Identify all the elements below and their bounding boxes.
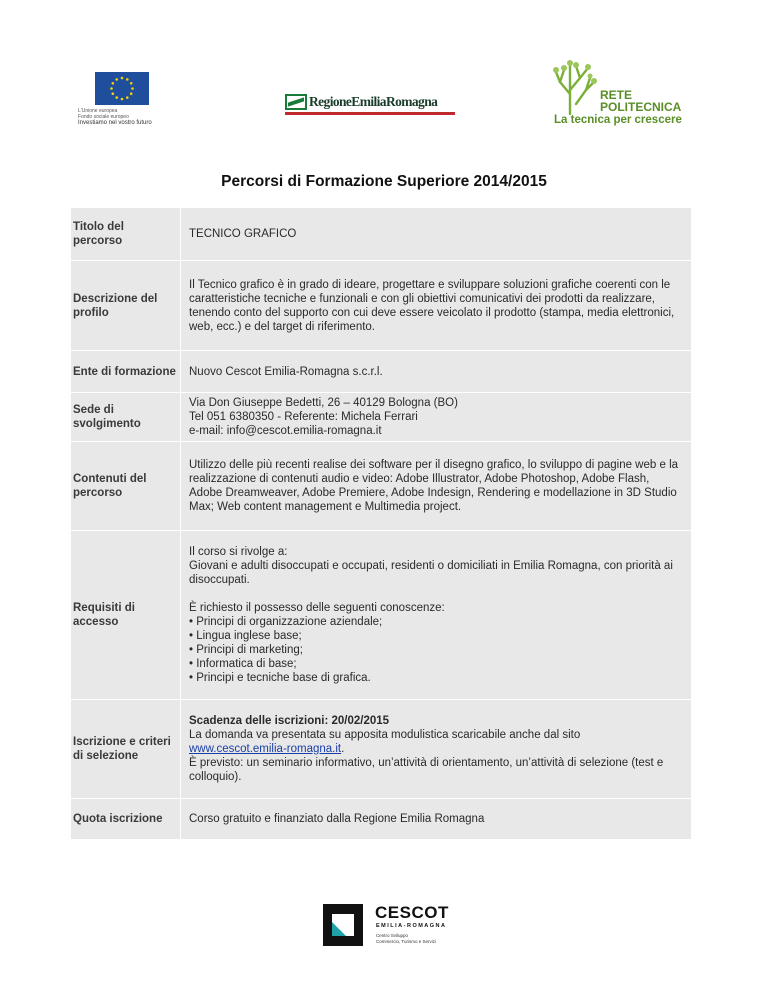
table-row-descrizione bbox=[71, 261, 691, 350]
cescot-logo bbox=[323, 904, 448, 948]
eu-logo-line1: L'Unione europea bbox=[78, 108, 118, 114]
sede-address: Via Don Giuseppe Bedetti, 26 – 40129 Bologna (BO) bbox=[189, 397, 458, 409]
label-ente: Ente di formazione bbox=[71, 351, 180, 392]
cescot-logo-sub1: Centro Sviluppo bbox=[376, 933, 409, 938]
list-item: • Lingua inglese base; bbox=[189, 630, 302, 642]
requisiti-knowledge-intro: È richiesto il possesso delle seguenti conoscenze: bbox=[189, 602, 445, 614]
label-contenuti: Contenuti del percorso bbox=[71, 442, 180, 530]
value-requisiti bbox=[181, 531, 691, 699]
eu-flag-icon bbox=[95, 72, 149, 105]
rete-logo-tagline: La tecnica per crescere bbox=[554, 114, 682, 126]
value-quota: Corso gratuito e finanziato dalla Regione Emilia Romagna bbox=[181, 799, 691, 839]
label-sede: Sede di svolgimento bbox=[71, 393, 180, 441]
cescot-logo-sub2: Commercio, Turismo e Servizi bbox=[376, 938, 437, 944]
iscrizione-text: La domanda va presentata su apposita modulistica scaricabile anche dal sito bbox=[189, 729, 581, 741]
cescot-logo-name: CESCOT bbox=[375, 903, 449, 922]
rete-politecnica-logo bbox=[552, 60, 692, 128]
value-ente: Nuovo Cescot Emilia-Romagna s.c.r.l. bbox=[181, 351, 691, 392]
requisiti-intro: Il corso si rivolge a: bbox=[189, 546, 288, 558]
sede-email: e-mail: info@cescot.emilia-romagna.it bbox=[189, 425, 382, 437]
list-item: • Principi di organizzazione aziendale; bbox=[189, 616, 383, 628]
label-quota: Quota iscrizione bbox=[71, 799, 180, 839]
rete-logo-line2: POLITECNICA bbox=[600, 100, 682, 114]
page-title: Percorsi di Formazione Superiore 2014/2015 bbox=[221, 173, 547, 190]
value-descrizione: Il Tecnico grafico è in grado di ideare, progettare e sviluppare soluzioni grafiche coerenti con le caratteristiche tecniche e funzionali e con gli obiettivi comunicativi dei prodotti da realizzare, tenendo conto del supporto con cui deve essere veicolato il prodotto (stampa, media elettronici, web, ecc.) e del target di riferimento. bbox=[181, 261, 691, 350]
value-sede bbox=[181, 393, 691, 441]
table-row-sede bbox=[71, 393, 691, 441]
regione-logo-text: RegioneEmiliaRomagna bbox=[309, 94, 438, 109]
link-trailing-punct: . bbox=[341, 743, 345, 755]
list-item: • Principi di marketing; bbox=[189, 644, 303, 656]
label-titolo: Titolo del percorso bbox=[71, 208, 180, 260]
eu-logo-line3: Investiamo nel vostro futuro bbox=[78, 120, 152, 126]
label-requisiti: Requisiti di accesso bbox=[71, 531, 180, 699]
iscrizione-selection: È previsto: un seminario informativo, un’attività di orientamento, un’attività di selezione (test e colloquio). bbox=[189, 757, 664, 783]
value-contenuti: Utilizzo delle più recenti realise dei software per il disegno grafico, lo sviluppo di pagine web e la realizzazione di contenuti audio e video: Adobe Illustrator, Adobe Photoshop, Adobe Flash, Adobe Dreamweaver, Adobe Premiere, Adobe Indesign, Rendering e modellazione in 3D Studio Max; Web content management e Multimedia project. bbox=[181, 442, 691, 530]
value-titolo: TECNICO GRAFICO bbox=[181, 208, 691, 260]
eu-fse-logo bbox=[78, 72, 178, 126]
table-row-ente bbox=[71, 351, 691, 392]
table-row-titolo bbox=[71, 208, 691, 260]
cescot-logo-region: EMILIA-ROMAGNA bbox=[376, 923, 447, 929]
regione-mark-icon bbox=[285, 94, 307, 110]
table-row-quota bbox=[71, 799, 691, 839]
sede-phone: Tel 051 6380350 - Referente: Michela Ferrari bbox=[189, 411, 418, 423]
regione-logo-underline bbox=[285, 112, 455, 115]
list-item: • Principi e tecniche base di grafica. bbox=[189, 672, 371, 684]
tree-icon bbox=[552, 60, 600, 116]
cescot-website-link[interactable]: www.cescot.emilia-romagna.it bbox=[189, 743, 342, 755]
regione-emilia-romagna-logo bbox=[285, 92, 455, 116]
table-row-requisiti bbox=[71, 531, 691, 699]
list-item: • Informatica di base; bbox=[189, 658, 297, 670]
value-iscrizione bbox=[181, 700, 691, 798]
course-info-table bbox=[70, 207, 692, 840]
table-row-contenuti bbox=[71, 442, 691, 530]
rete-logo-line1: RETE bbox=[600, 88, 633, 102]
label-descrizione: Descrizione del profilo bbox=[71, 261, 180, 350]
table-row-iscrizione bbox=[71, 700, 691, 798]
requisiti-target: Giovani e adulti disoccupati e occupati, residenti o domiciliati in Emilia Romagna, con priorità ai disoccupati. bbox=[189, 560, 673, 586]
cescot-mark-icon bbox=[323, 904, 363, 946]
eu-logo-line2: Fondo sociale europeo bbox=[78, 114, 129, 120]
iscrizione-deadline: Scadenza delle iscrizioni: 20/02/2015 bbox=[189, 715, 390, 727]
label-iscrizione: Iscrizione e criteri di selezione bbox=[71, 700, 180, 798]
